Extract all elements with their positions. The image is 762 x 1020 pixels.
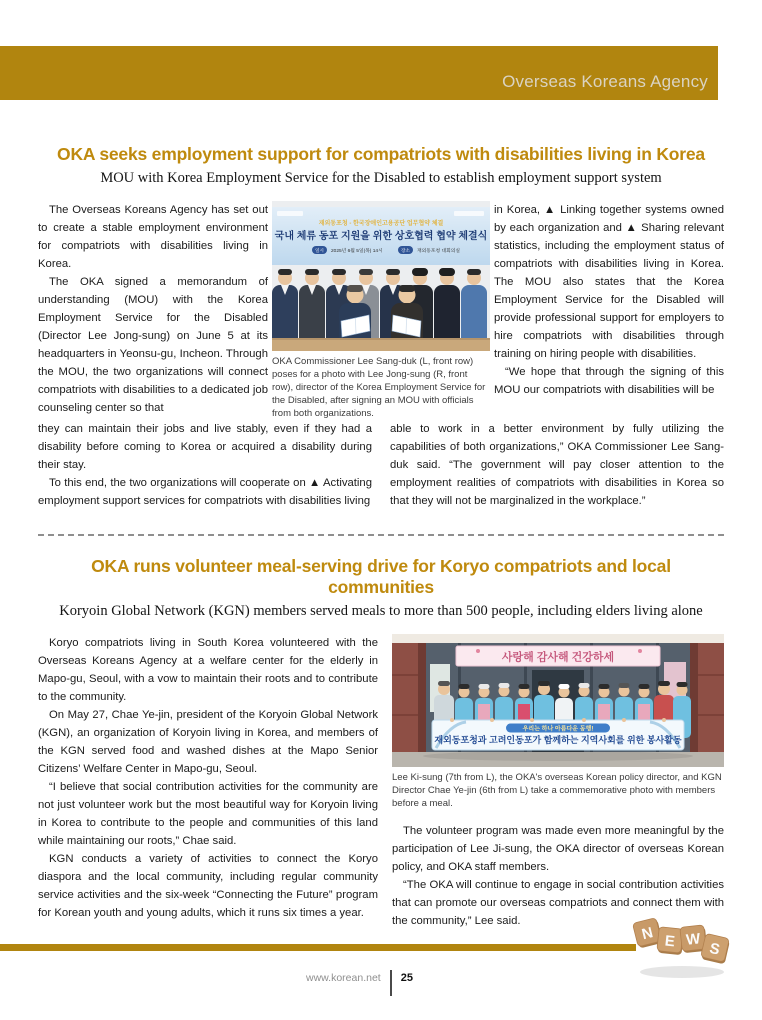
article1-top-row [38, 201, 724, 420]
photo1-badge1-label: 일시 [315, 248, 324, 253]
article1-figure [272, 201, 490, 420]
article2-body [38, 634, 724, 930]
paragraph: able to work in a better environment by fully utilizing the capabilities of both organizations,” OKA Commissioner Lee Sang-duk said. “The government will pay closer attention to the employment realities of compatriots with disabilities in Korea so that they will not be marginalized in the workplace.” [390, 423, 724, 507]
banner-left-logo [277, 211, 303, 216]
paragraph: The OKA signed a memorandum of understanding (MOU) with the Korea Employment Service for the Disabled (Director Lee Jong-sung) on June 5 at its headquarters in Yeonsu-gu, Incheon. Through the MOU, the two organizations will connect compatriots with disabilities to a dedicated job counseling center so that [38, 276, 268, 414]
article-divider [38, 534, 724, 536]
paragraph: The volunteer program was made even more meaningful by the participation of Lee Ji-sung, the OKA director of overseas Korean policy, and OKA staff members. [392, 825, 724, 873]
paragraph: “I believe that social contribution activities for the community are not just volunteer work but the most beautiful way for Koryoin living in Korea to contribute to the people and communities of this land while maintaining our roots,” Chae said. [38, 781, 378, 847]
paragraph: in Korea, ▲ Linking together systems owned by each organization and ▲ Sharing relevant statistics, including the employment status of compatriots with disabilities living in Korea. The MOU also states that the Korea Employment Service for the Disabled will provide professional support for employers to hire compatriots with disabilities through training on hiring people with disabilities. [494, 204, 724, 360]
paragraph: On May 27, Chae Ye-jin, president of the Koryoin Global Network (KGN), an organization of Koryoin living in Korea, and members of the KGN served food and washed dishes at the Mapo Senior Citizens’ Welfare Center in Mapo-gu, Seoul. [38, 709, 378, 775]
article1-bottom-right [390, 420, 724, 510]
footer-page-number: 25 [400, 972, 413, 984]
photo1-badge2-label: 장소 [401, 248, 410, 253]
photo2-top-banner-text: 사랑해 감사해 건강하세 [501, 651, 615, 664]
article2-right-column [392, 634, 724, 930]
article1-bottom-row [38, 420, 724, 510]
news-letter-e: E [663, 932, 676, 951]
header-bar [0, 46, 718, 100]
volunteer-group-photo [392, 634, 724, 767]
photo1-banner-small-text: 재외동포청 - 한국장애인고용공단 업무협약 체결 [318, 221, 444, 227]
article1-right-column [494, 201, 724, 420]
page-content [38, 144, 724, 930]
article1-photo-caption: OKA Commissioner Lee Sang-duk (L, front row) poses for a photo with Lee Jong-sung (R, front row), director of the Korea Employment Service for the Disabled, after signing an MOU with officials from both organizations. [272, 356, 486, 419]
paragraph: Koryo compatriots living in South Korea volunteered with the Overseas Koreans Agency at a welfare center for the elderly in Mapo-gu, Seoul, with a vow to maintain their roots and to contribute to the community. [38, 637, 378, 703]
article2-photo-caption: Lee Ki-sung (7th from L), the OKA's overseas Korean policy director, and KGN Director Chae Ye-jin (6th from L) take a commemorative photo with members before a meal. [392, 772, 722, 809]
photo1-badge2-text: 재외동포청 대회의실 [417, 249, 461, 254]
paragraph: “The OKA will continue to engage in social contribution activities that can promote our overseas compatriots and connect them with the community,” Lee said. [392, 879, 724, 927]
footer-site-url: www.korean.net [306, 972, 381, 984]
news-letter-s: S [707, 939, 722, 959]
news-blocks-icon [632, 916, 732, 986]
article2-left-column [38, 634, 378, 930]
article2-figure [392, 634, 724, 810]
photo1-banner-large-text: 국내 체류 동포 지원을 위한 상호협력 협약 체결식 [274, 231, 488, 242]
photo2-held-banner-line1: 우리는 하나 아름다운 동행! [522, 726, 594, 733]
article2-title: OKA runs volunteer meal-serving drive for Koryo compatriots and local communities [91, 556, 671, 597]
photo1-badge1-text: 2025년 6월 5일(목) 14시 [331, 249, 383, 254]
volunteer-group-illustration [392, 634, 724, 767]
article2-subtitle: Koryoin Global Network (KGN) members served meals to more than 500 people, including elders living alone [59, 603, 703, 619]
paragraph: The Overseas Koreans Agency has set out to create a stable employment environment for compatriots with disabilities living in Korea. [38, 204, 268, 270]
article2-right-text [392, 822, 724, 930]
banner-right-logo [454, 211, 484, 216]
article1-bottom-left [38, 420, 372, 510]
article1-subtitle: MOU with Korea Employment Service for the Disabled to establish employment support system [100, 170, 662, 186]
held-banner [432, 718, 684, 750]
article1-left-column [38, 201, 268, 420]
photo2-held-banner-line2: 재외동포청과 고려인동포가 함께하는 지역사회를 위한 봉사활동 [434, 735, 682, 745]
paragraph: KGN conducts a variety of activities to connect the Koryo diaspora and the local community, including regular community service activities and the six-week “Connecting the Future” program for Korean youth and young adults, which it runs six times a year. [38, 853, 378, 919]
paragraph: To this end, the two organizations will cooperate on ▲ Activating employment support services for compatriots with disabilities living [38, 477, 372, 507]
article2-header [38, 556, 724, 620]
news-letter-w: W [685, 930, 702, 949]
footer-divider [390, 970, 392, 996]
news-letter-n: N [640, 924, 655, 944]
paragraph: “We hope that through the signing of this MOU our compatriots with disabilities will be [494, 366, 724, 396]
mou-ceremony-photo [272, 201, 490, 351]
paragraph: they can maintain their jobs and live stably, even if they had a disability before coming to Korea or acquired a disability during their stay. [38, 423, 372, 471]
mou-ceremony-illustration [272, 201, 490, 351]
article1-title: OKA seeks employment support for compatriots with disabilities living in Korea [57, 144, 705, 164]
footer-gold-bar [0, 944, 636, 951]
header-agency-label: Overseas Koreans Agency [502, 72, 708, 91]
footer-line [306, 970, 413, 996]
